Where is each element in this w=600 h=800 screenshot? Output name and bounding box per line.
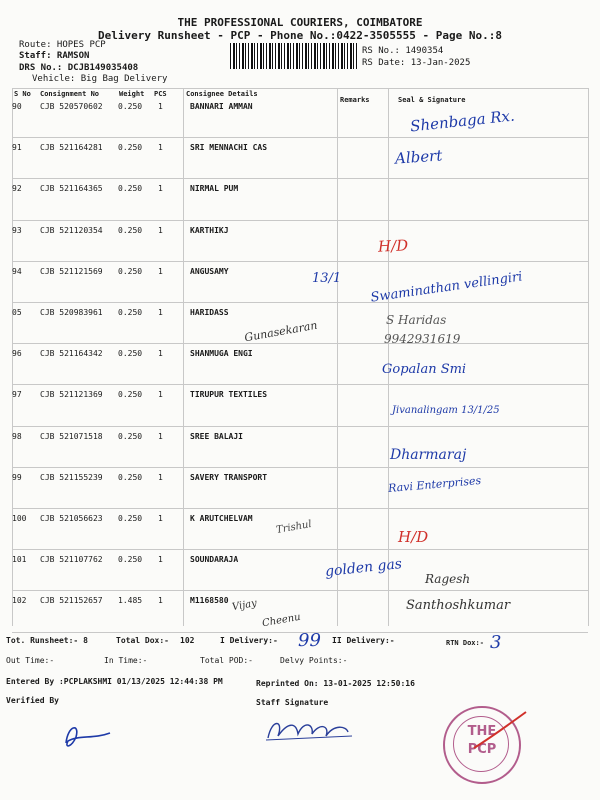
cell-consignee: ANGUSAMY bbox=[190, 267, 229, 276]
cell-weight: 1.485 bbox=[118, 596, 143, 605]
cell-consignee: SHANMUGA ENGI bbox=[190, 349, 253, 358]
handwritten-signature: Jivanalingam 13/1/25 bbox=[392, 405, 500, 416]
cell-weight: 0.250 bbox=[118, 432, 143, 441]
handwritten-note: Trishul bbox=[275, 518, 313, 537]
route-label: Route: HOPES PCP bbox=[19, 40, 106, 50]
cell-consignee: SRI MENNACHI CAS bbox=[190, 143, 268, 152]
column-header-sno: S No bbox=[14, 90, 31, 98]
table-divider bbox=[588, 88, 589, 626]
cell-pcs: 1 bbox=[158, 143, 163, 152]
cell-consignee: K ARUTCHELVAM bbox=[190, 514, 253, 523]
row-divider bbox=[12, 508, 588, 509]
cell-sno: 102 bbox=[12, 596, 27, 605]
rs-no-label: RS No.: 1490354 bbox=[362, 46, 444, 56]
cell-pcs: 1 bbox=[158, 226, 163, 235]
rtn-dox-label: RTN Dox:- bbox=[446, 639, 484, 647]
column-header-remarks: Remarks bbox=[340, 96, 370, 104]
cell-consignee: TIRUPUR TEXTILES bbox=[190, 390, 268, 399]
column-header-seal: Seal & Signature bbox=[398, 96, 466, 104]
handwritten-phone: 9942931619 bbox=[384, 332, 461, 346]
row-divider bbox=[12, 178, 588, 179]
row-divider bbox=[12, 426, 588, 427]
row-divider bbox=[12, 220, 588, 221]
cell-sno: 98 bbox=[12, 432, 22, 441]
cell-consignment-no: CJB 521164281 bbox=[40, 143, 103, 152]
cell-consignment-no: CJB 520983961 bbox=[40, 308, 103, 317]
cell-weight: 0.250 bbox=[118, 514, 143, 523]
rtn-dox-value: 3 bbox=[490, 632, 502, 653]
table-border-top bbox=[12, 88, 588, 89]
cell-sno: 101 bbox=[12, 555, 27, 564]
cell-weight: 0.250 bbox=[118, 308, 143, 317]
out-time-label: Out Time:- bbox=[6, 656, 55, 665]
handwritten-date: 13/1 bbox=[312, 271, 342, 286]
cell-weight: 0.250 bbox=[118, 349, 143, 358]
cell-consignee: SOUNDARAJA bbox=[190, 555, 239, 564]
entered-by: Entered By :PCPLAKSHMI 01/13/2025 12:44:38 PM bbox=[6, 677, 223, 686]
handwritten-signature: Gopalan Smi bbox=[382, 362, 467, 377]
cell-pcs: 1 bbox=[158, 514, 163, 523]
handwritten-mark: H/D bbox=[398, 528, 429, 546]
column-header-pcs: PCS bbox=[154, 90, 167, 98]
row-divider bbox=[12, 467, 588, 468]
cell-consignment-no: CJB 521121569 bbox=[40, 267, 103, 276]
staff-signature-label: Staff Signature bbox=[256, 698, 329, 707]
handwritten-note: Gunasekaran bbox=[243, 318, 319, 345]
cell-consignment-no: CJB 521071518 bbox=[40, 432, 103, 441]
total-pod-label: Total POD:- bbox=[200, 656, 253, 665]
cell-pcs: 1 bbox=[158, 555, 163, 564]
cell-weight: 0.250 bbox=[118, 473, 143, 482]
cell-consignment-no: CJB 521164365 bbox=[40, 184, 103, 193]
cell-pcs: 1 bbox=[158, 390, 163, 399]
cell-weight: 0.250 bbox=[118, 102, 143, 111]
cell-sno: 99 bbox=[12, 473, 22, 482]
cell-weight: 0.250 bbox=[118, 390, 143, 399]
row-divider bbox=[12, 302, 588, 303]
total-dox-value: 102 bbox=[180, 636, 195, 645]
cell-weight: 0.250 bbox=[118, 226, 143, 235]
cell-pcs: 1 bbox=[158, 308, 163, 317]
cell-consignment-no: CJB 521056623 bbox=[40, 514, 103, 523]
row-divider bbox=[12, 343, 588, 344]
row-divider bbox=[12, 261, 588, 262]
i-delivery-value: 99 bbox=[298, 630, 321, 651]
handwritten-signature: golden gas bbox=[324, 556, 403, 580]
rs-date-label: RS Date: 13-Jan-2025 bbox=[362, 58, 471, 68]
stamp-scribble bbox=[470, 708, 530, 754]
cell-sno: 93 bbox=[12, 226, 22, 235]
cell-pcs: 1 bbox=[158, 596, 163, 605]
row-divider bbox=[12, 137, 588, 138]
cell-pcs: 1 bbox=[158, 349, 163, 358]
table-divider bbox=[183, 88, 184, 626]
cell-pcs: 1 bbox=[158, 432, 163, 441]
cell-pcs: 1 bbox=[158, 473, 163, 482]
cell-pcs: 1 bbox=[158, 267, 163, 276]
document-subtitle: Delivery Runsheet - PCP - Phone No.:0422-3505555 - Page No.:8 bbox=[98, 29, 502, 42]
cell-consignment-no: CJB 520570602 bbox=[40, 102, 103, 111]
cell-consignment-no: CJB 521152657 bbox=[40, 596, 103, 605]
cell-consignment-no: CJB 521107762 bbox=[40, 555, 103, 564]
in-time-label: In Time:- bbox=[104, 656, 148, 665]
cell-consignee: BANNARI AMMAN bbox=[190, 102, 253, 111]
staff-label: Staff: RAMSON bbox=[19, 51, 90, 61]
cell-pcs: 1 bbox=[158, 102, 163, 111]
cell-sno: 92 bbox=[12, 184, 22, 193]
cell-consignment-no: CJB 521120354 bbox=[40, 226, 103, 235]
handwritten-signature: Shenbaga Rx. bbox=[409, 106, 516, 136]
handwritten-signature: Ravi Enterprises bbox=[387, 473, 482, 496]
cell-consignment-no: CJB 521121369 bbox=[40, 390, 103, 399]
staff-signature-image bbox=[262, 712, 358, 746]
cell-consignment-no: CJB 521164342 bbox=[40, 349, 103, 358]
handwritten-note: Cheenu bbox=[261, 611, 302, 630]
document-title: THE PROFESSIONAL COURIERS, COIMBATORE bbox=[177, 16, 423, 29]
cell-consignee: M1168580 bbox=[190, 596, 229, 605]
cell-weight: 0.250 bbox=[118, 555, 143, 564]
ii-delivery-label: II Delivery:- bbox=[332, 636, 395, 645]
drs-no-label: DRS No.: DCJB149035408 bbox=[19, 63, 139, 73]
cell-consignee: NIRMAL PUM bbox=[190, 184, 239, 193]
handwritten-signature: S Haridas bbox=[386, 313, 447, 327]
row-divider bbox=[12, 590, 588, 591]
reprinted-on: Reprinted On: 13-01-2025 12:50:16 bbox=[256, 679, 415, 688]
handwritten-signature: Ragesh bbox=[425, 572, 471, 586]
handwritten-signature: Swaminathan vellingiri bbox=[369, 269, 524, 306]
stamp-text-bottom: PCP bbox=[467, 742, 497, 757]
cell-weight: 0.250 bbox=[118, 184, 143, 193]
cell-sno: 94 bbox=[12, 267, 22, 276]
handwritten-signature: Albert bbox=[394, 146, 443, 168]
handwritten-signature: Dharmaraj bbox=[390, 447, 467, 463]
cell-consignee: HARIDASS bbox=[190, 308, 229, 317]
row-divider bbox=[12, 384, 588, 385]
cell-consignee: KARTHIKJ bbox=[190, 226, 229, 235]
column-header-consignee: Consignee Details bbox=[186, 90, 258, 98]
cell-weight: 0.250 bbox=[118, 267, 143, 276]
verifier-signature bbox=[58, 715, 118, 755]
column-header-consignment: Consignment No bbox=[40, 90, 100, 98]
i-delivery-label: I Delivery:- bbox=[220, 636, 278, 645]
handwritten-mark: H/D bbox=[377, 236, 409, 256]
cell-pcs: 1 bbox=[158, 184, 163, 193]
cell-sno: 96 bbox=[12, 349, 22, 358]
handwritten-signature: Santhoshkumar bbox=[406, 598, 511, 613]
cell-sno: 91 bbox=[12, 143, 22, 152]
handwritten-note: Vijay bbox=[231, 597, 258, 614]
cell-consignment-no: CJB 521155239 bbox=[40, 473, 103, 482]
total-runsheet: Tot. Runsheet:- 8 bbox=[6, 636, 88, 645]
cell-consignee: SAVERY TRANSPORT bbox=[190, 473, 268, 482]
barcode-image bbox=[230, 43, 358, 69]
cell-sno: 05 bbox=[12, 308, 22, 317]
cell-sno: 100 bbox=[12, 514, 27, 523]
verified-by-label: Verified By bbox=[6, 696, 59, 705]
delvy-points-label: Delvy Points:- bbox=[280, 656, 348, 665]
cell-sno: 97 bbox=[12, 390, 22, 399]
stamp-text-top: THE bbox=[467, 724, 497, 739]
table-divider bbox=[337, 88, 338, 626]
cell-consignee: SREE BALAJI bbox=[190, 432, 243, 441]
total-dox-label: Total Dox:- bbox=[116, 636, 169, 645]
cell-sno: 90 bbox=[12, 102, 22, 111]
row-divider bbox=[12, 549, 588, 550]
column-header-weight: Weight bbox=[119, 90, 145, 98]
cell-weight: 0.250 bbox=[118, 143, 143, 152]
vehicle-label: Vehicle: Big Bag Delivery bbox=[32, 74, 168, 84]
table-divider bbox=[388, 88, 389, 626]
